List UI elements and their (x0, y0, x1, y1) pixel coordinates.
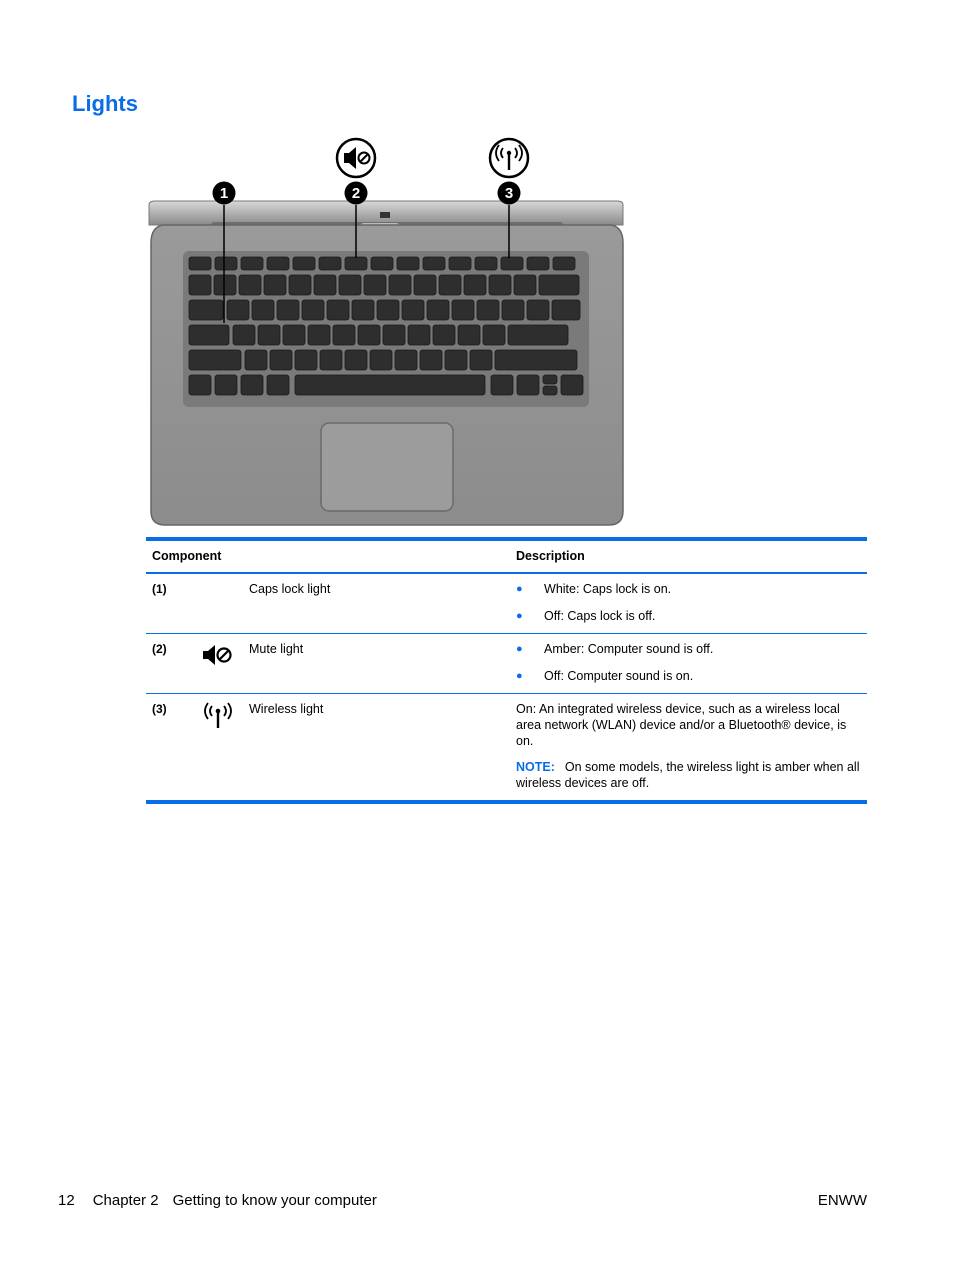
list-item: ● Off: Computer sound is on. (516, 669, 694, 683)
mute-icon (202, 644, 236, 666)
row-component-name: Mute light (249, 642, 304, 656)
keyboard-key (189, 375, 211, 395)
keyboard-key (501, 257, 523, 270)
list-item: ● White: Caps lock is on. (516, 582, 672, 596)
note-label: NOTE: (516, 760, 555, 774)
keyboard-key (370, 350, 392, 370)
components-table (146, 537, 867, 804)
row-number: (3) (152, 702, 167, 716)
keyboard-key (552, 300, 580, 320)
keyboard-key (295, 350, 317, 370)
keyboard-key (477, 300, 499, 320)
keyboard-key (245, 350, 267, 370)
keyboard-key (495, 350, 577, 370)
keyboard-key (427, 300, 449, 320)
keyboard-key (561, 375, 583, 395)
row-description-text: On: An integrated wireless device, such as a wireless local area network (WLAN) device and/or a Bluetooth® device, is on. (516, 702, 847, 748)
keyboard-key (267, 257, 289, 270)
keyboard-key (345, 350, 367, 370)
list-item: ● Off: Caps lock is off. (516, 609, 656, 623)
keyboard-key (239, 275, 261, 295)
keyboard-key (414, 275, 436, 295)
keyboard-key (319, 257, 341, 270)
keyboard-key (252, 300, 274, 320)
footer-locale: ENWW (817, 1192, 867, 1209)
bullet-icon: ● (516, 610, 523, 622)
table-row (146, 573, 867, 634)
keyboard-key (339, 275, 361, 295)
bullet-icon: ● (516, 670, 523, 682)
keyboard-key (377, 300, 399, 320)
keyboard-key (397, 257, 419, 270)
keyboard-key (543, 386, 557, 395)
wireless-icon (202, 702, 236, 730)
keyboard-key (302, 300, 324, 320)
keyboard-key (189, 350, 241, 370)
keyboard-key (277, 300, 299, 320)
row-component-name: Wireless light (249, 702, 324, 716)
keyboard-key (293, 257, 315, 270)
row-icon-cell (188, 573, 243, 634)
keyboard-key (264, 275, 286, 295)
page-title: Lights (72, 91, 138, 116)
row-number: (1) (152, 582, 167, 596)
header-component: Component (152, 549, 222, 563)
row-icon-cell (188, 694, 243, 803)
keyboard-key (270, 350, 292, 370)
chapter-label: Chapter 2 (92, 1192, 159, 1209)
page-footer (58, 1192, 867, 1209)
keyboard-key (475, 257, 497, 270)
keyboard-key (458, 325, 480, 345)
note (516, 759, 861, 791)
keyboard-key (241, 375, 263, 395)
keyboard-key (543, 375, 557, 384)
keyboard-key (327, 300, 349, 320)
keyboard-key (439, 275, 461, 295)
keyboard-key (389, 275, 411, 295)
keyboard-key (527, 257, 549, 270)
keyboard-key (189, 257, 211, 270)
keyboard-key (553, 257, 575, 270)
keyboard-key (445, 350, 467, 370)
keyboard-key (452, 300, 474, 320)
page-number: 12 (58, 1192, 75, 1209)
keyboard-key (489, 275, 511, 295)
keyboard-key (402, 300, 424, 320)
keyboard-key (483, 325, 505, 345)
keyboard-key (358, 325, 380, 345)
bullet-icon: ● (516, 643, 523, 655)
laptop-illustration (145, 133, 630, 533)
callout-number-3: 3 (504, 185, 514, 202)
keyboard-key (352, 300, 374, 320)
keyboard-key (408, 325, 430, 345)
keyboard-key (517, 375, 539, 395)
callout-1 (213, 182, 236, 205)
callout-2 (345, 182, 368, 205)
keyboard-key (289, 275, 311, 295)
keyboard-key (449, 257, 471, 270)
keyboard-key (345, 257, 367, 270)
wireless-icon (490, 139, 528, 177)
keyboard-key (233, 325, 255, 345)
keyboard-key (283, 325, 305, 345)
keyboard-key (320, 350, 342, 370)
callout-number-1: 1 (219, 185, 229, 202)
bullet-icon: ● (516, 583, 523, 595)
keyboard-key (189, 275, 211, 295)
row-component-name: Caps lock light (249, 582, 331, 596)
chapter-title: Getting to know your computer (172, 1192, 377, 1209)
keyboard-key (215, 257, 237, 270)
keyboard-key (420, 350, 442, 370)
callout-3 (498, 182, 521, 205)
table-row (146, 694, 867, 803)
row-description (510, 634, 867, 694)
keyboard-key (267, 375, 289, 395)
table-header-row (146, 539, 867, 573)
keyboard-key (502, 300, 524, 320)
keyboard-key (308, 325, 330, 345)
keyboard-key (508, 325, 568, 345)
keyboard-key (333, 325, 355, 345)
list-item: ● Amber: Computer sound is off. (516, 642, 714, 656)
note-text: On some models, the wireless light is amber when all wireless devices are off. (516, 760, 860, 790)
keyboard-key (214, 275, 236, 295)
keyboard-key (539, 275, 579, 295)
row-icon-cell (188, 634, 243, 694)
keyboard-key (423, 257, 445, 270)
table-row (146, 634, 867, 694)
keyboard-key (241, 257, 263, 270)
keyboard-key (364, 275, 386, 295)
keyboard-key (295, 375, 485, 395)
callout-number-2: 2 (351, 185, 361, 202)
keyboard-key (189, 325, 229, 345)
row-description (510, 573, 867, 634)
keyboard-key (189, 300, 223, 320)
keyboard-key (227, 300, 249, 320)
laptop-keyboard-image (145, 133, 630, 533)
keyboard-key (527, 300, 549, 320)
row-description (510, 694, 867, 803)
keyboard-key (258, 325, 280, 345)
header-description: Description (516, 549, 585, 563)
keyboard-key (314, 275, 336, 295)
keyboard-key (371, 257, 393, 270)
keyboard-key (514, 275, 536, 295)
keyboard-key (433, 325, 455, 345)
keyboard-key (383, 325, 405, 345)
keyboard-key (470, 350, 492, 370)
keyboard-key (395, 350, 417, 370)
keyboard-key (491, 375, 513, 395)
row-number: (2) (152, 642, 167, 656)
keyboard-key (464, 275, 486, 295)
keyboard-key (215, 375, 237, 395)
mute-icon (337, 139, 375, 177)
